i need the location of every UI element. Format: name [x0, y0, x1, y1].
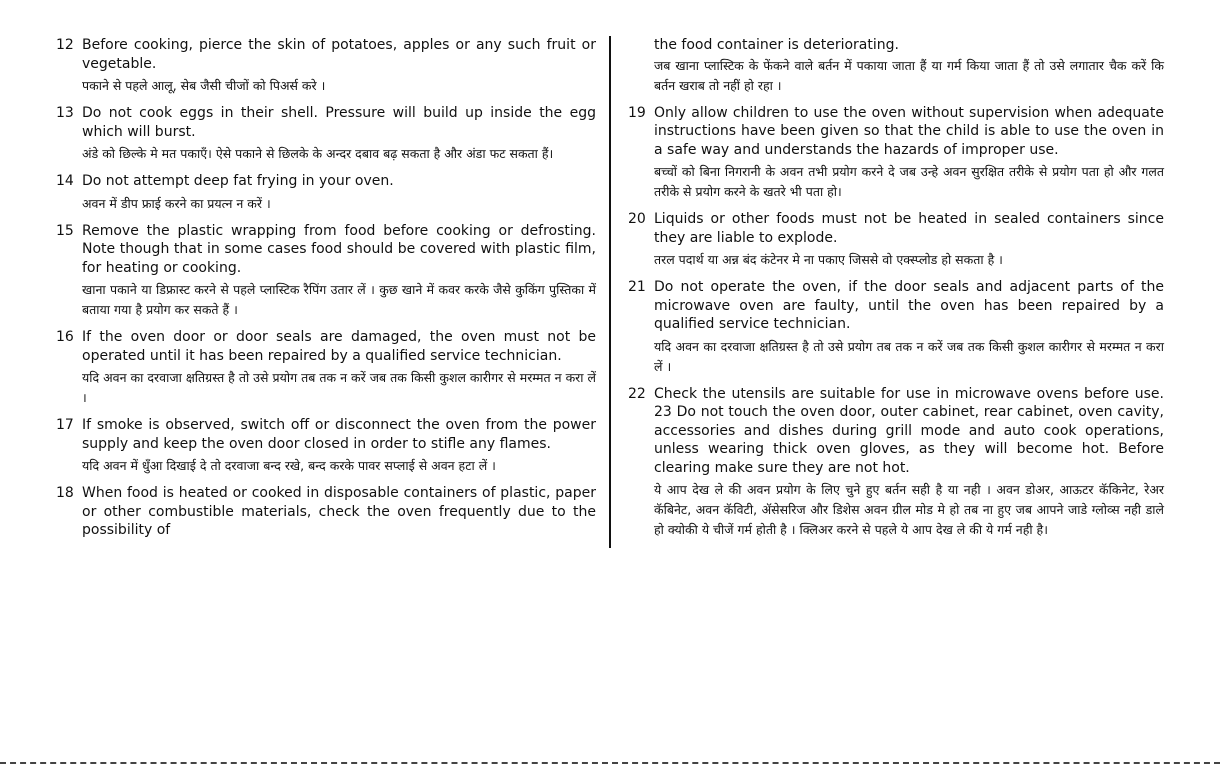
item-number: 18 [56, 485, 74, 501]
safety-item-18-continued [628, 36, 1164, 96]
safety-item-18 [56, 484, 596, 540]
item-text-hindi: अंडे को छिल्के मे मत पकाएँ। ऐसे पकाने से छिलके के अन्दर दबाव बढ़ सकता है और अंडा फट सकता हैं। [82, 146, 554, 161]
item-text-english: Liquids or other foods must not be heated in sealed containers since they are liable to explode. [654, 211, 1164, 246]
safety-item-13 [56, 104, 596, 164]
item-number: 20 [628, 211, 646, 227]
item-text-english: the food container is deteriorating. [654, 37, 899, 53]
item-number: 17 [56, 417, 74, 433]
left-column [56, 36, 596, 548]
item-text-hindi: खाना पकाने या डिफ्रास्ट करने से पहले प्लास्टिक रैपिंग उतार लें । कुछ खाने में कवर करके जैसे कुकिंग पुस्तिका में बताया गया है प्रयोग कर सकते हैं । [82, 282, 596, 317]
safety-item-22 [628, 385, 1164, 541]
item-text-english: When food is heated or cooked in disposable containers of plastic, paper or other combustible materials, check the oven frequently due to the possibility of [82, 485, 596, 538]
safety-item-15 [56, 222, 596, 321]
item-text-english: Do not cook eggs in their shell. Pressure will build up inside the egg which will burst. [82, 105, 596, 140]
column-divider [609, 36, 611, 548]
item-text-english: Remove the plastic wrapping from food before cooking or defrosting. Note though that in some cases food should be covered with plastic film, for heating or cooking. [82, 222, 596, 276]
item-text-hindi: यदि अवन का दरवाजा क्षतिग्रस्त है तो उसे प्रयोग तब तक न करें जब तक किसी कुशल कारीगर से मरम्मत न करा लें । [82, 370, 596, 405]
item-text-hindi: ये आप देख ले की अवन प्रयोग के लिए चुने हुए बर्तन सही है या नही । अवन डोअर, आऊटर कॅकिनेट, रेअर कॅबिनेट, अवन कॅविटी, ॲसेसरिज और डिशेस अवन ग्रील मोड मे हो तब ना हुए जब आपने जाडे ग्लोव्स नही डाले हो क्योकी ये चीजें गर्म होती है । क्लिअर करने से पहले ये आप देख ले की ये गर्म नही है। [654, 482, 1164, 537]
safety-item-17 [56, 416, 596, 476]
item-number: 19 [628, 104, 646, 121]
item-number: 12 [56, 37, 74, 53]
item-text-english: If the oven door or door seals are damaged, the oven must not be operated until it has been repaired by a qualified service technician. [82, 329, 596, 364]
item-number: 21 [628, 279, 646, 295]
item-text-hindi: यदि अवन में धुँआ दिखाई दे तो दरवाजा बन्द रखे, बन्द करके पावर सप्लाई से अवन हटा लें । [82, 458, 496, 473]
safety-item-19 [628, 104, 1164, 203]
bottom-border-line [0, 762, 1220, 764]
safety-item-14 [56, 172, 596, 214]
item-text-hindi: तरल पदार्थ या अन्न बंद कंटेनर मे ना पकाए जिससे वो एक्स्प्लोड हो सकता है । [654, 252, 1003, 267]
item-text-hindi: यदि अवन का दरवाजा क्षतिग्रस्त है तो उसे प्रयोग तब तक न करें जब तक किसी कुशल कारीगर से मरम्मत न करा लें । [654, 338, 1164, 374]
item-number: 16 [56, 329, 74, 345]
item-text-english: If smoke is observed, switch off or disconnect the oven from the power supply and keep the oven door closed in order to stifle any flames. [82, 417, 596, 452]
safety-item-20 [628, 210, 1164, 270]
item-number: 13 [56, 105, 74, 121]
item-number: 14 [56, 173, 74, 189]
item-text-english: Only allow children to use the oven without supervision when adequate instructions have been given so that the child is able to use the oven in a safe way and understands the hazards of improper use. [654, 104, 1164, 158]
item-text-english: Before cooking, pierce the skin of potatoes, apples or any such fruit or vegetable. [82, 37, 596, 72]
item-text-english: Do not operate the oven, if the door seals and adjacent parts of the microwave oven are faulty, until the oven has been repaired by a qualified service technician. [654, 279, 1164, 332]
item-text-english: Check the utensils are suitable for use in microwave ovens before use. 23 Do not touch the oven door, outer cabinet, rear cabinet, oven cavity, accessories and dishes during grill mode and auto cook operations, unless wearing thick oven gloves, as they will become hot. Before clearing make sure they are not hot. [654, 385, 1164, 476]
safety-item-21 [628, 278, 1164, 377]
item-text-hindi: बच्चों को बिना निगरानी के अवन तभी प्रयोग करने दे जब उन्हे अवन सुरक्षित तरीके से प्रयोग पता हो और गलत तरीके से प्रयोग करने के खतरे भी पता हो। [654, 164, 1164, 199]
safety-item-16 [56, 328, 596, 408]
safety-item-12 [56, 36, 596, 96]
item-number: 15 [56, 222, 74, 239]
item-text-hindi: जब खाना प्लास्टिक के फेंकने वाले बर्तन में पकाया जाता हैं या गर्म किया जाता हैं तो उसे लगातार चैक करें कि बर्तन खराब तो नहीं हो रहा । [654, 57, 1164, 93]
item-text-hindi: अवन में डीप फ्राई करने का प्रयत्न न करें । [82, 195, 271, 211]
item-number: 22 [628, 385, 646, 402]
item-text-hindi: पकाने से पहले आलू, सेब जैसी चीजों को पिअर्स करे । [82, 78, 326, 93]
item-text-english: Do not attempt deep fat frying in your oven. [82, 173, 394, 189]
right-column [628, 36, 1164, 548]
